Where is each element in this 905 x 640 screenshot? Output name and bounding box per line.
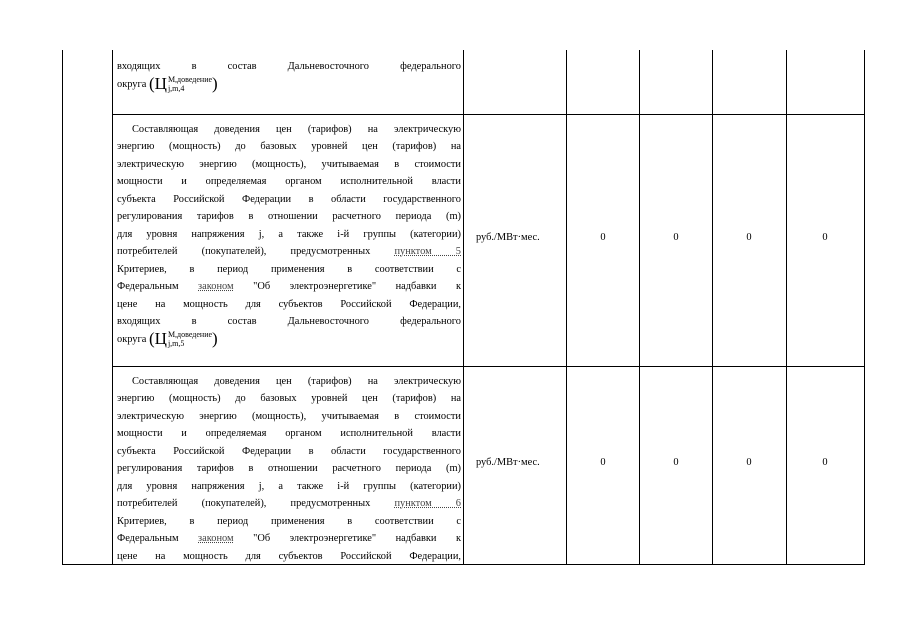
row-2-value-2: 0: [673, 232, 679, 243]
row-3-description: [117, 373, 461, 565]
column-divider: [786, 50, 787, 564]
row-2-okrug-line: [117, 330, 461, 348]
column-divider: [112, 50, 113, 564]
row-2-line-2: энергию (мощность) до базовых уровней цен (тарифов) на: [117, 141, 461, 153]
row-3-line-8: [117, 495, 461, 512]
row-2-line-11: цене на мощность для субъектов Российской Федерации,: [117, 298, 461, 310]
row-2-value-3: 0: [746, 232, 752, 243]
row-2-line-12: входящих в состав Дальневосточного федерального: [117, 315, 461, 327]
formula-superscript: М,доведение: [167, 75, 213, 85]
formula-subscript: j,m,4: [167, 84, 185, 94]
row-3-line-3: электрическую энергию (мощность), учитываемая в стоимости: [117, 410, 461, 422]
row-2-line-4: мощности и определяемая органом исполнительной власти: [117, 176, 461, 188]
formula-subscript: j,m,5: [167, 339, 185, 349]
row-2-line-8: [117, 243, 461, 260]
row-1-description: [117, 58, 461, 94]
row-2-line-5: субъекта Российской Федерации в области государственного: [117, 193, 461, 205]
okrug-label: округа: [117, 79, 147, 91]
row-2-line-9: Критериев, в период применения в соответствии с: [117, 263, 461, 275]
row-2-description: [117, 121, 461, 349]
row-1-line-1: входящих в состав Дальневосточного федерального: [117, 61, 461, 72]
row-2-line-3: электрическую энергию (мощность), учитываемая в стоимости: [117, 158, 461, 170]
row-3-unit: руб./МВт·мес.: [476, 457, 540, 468]
column-divider: [566, 50, 567, 564]
line-text: Федеральным: [117, 533, 179, 545]
row-3-line-7: для уровня напряжения j, а также i-й группы (категории): [117, 480, 461, 492]
punkt-5-link[interactable]: пунктом 5: [394, 246, 461, 258]
row-1-okrug-line: [117, 75, 461, 93]
row-3-value-4: 0: [822, 457, 828, 468]
column-divider: [639, 50, 640, 564]
line-text: Федеральным: [117, 281, 179, 293]
formula-superscript: М,доведение: [167, 330, 213, 340]
row-2-unit: руб./МВт·мес.: [476, 232, 540, 243]
row-2-value-1: 0: [600, 232, 606, 243]
zakon-link[interactable]: законом: [198, 281, 234, 293]
row-3-value-3: 0: [746, 457, 752, 468]
okrug-label: округа: [117, 334, 147, 346]
row-3-value-2: 0: [673, 457, 679, 468]
row-2-value-4: 0: [822, 232, 828, 243]
table-border-right: [864, 50, 865, 564]
row-divider: [112, 366, 865, 367]
line-text: "Об электроэнергетике" надбавки к: [253, 281, 461, 293]
formula-base: Ц: [154, 74, 167, 94]
row-divider: [112, 114, 865, 115]
column-divider: [463, 50, 464, 564]
punkt-6-link[interactable]: пунктом 6: [394, 498, 461, 510]
line-text: потребителей (покупателей), предусмотренных: [117, 246, 371, 258]
formula-base: Ц: [154, 329, 167, 349]
zakon-link[interactable]: законом: [198, 533, 234, 545]
row-2-line-10: [117, 278, 461, 295]
tariff-formula: (Ц М,доведение j,m,4 ): [148, 74, 218, 94]
row-3-line-4: мощности и определяемая органом исполнительной власти: [117, 428, 461, 440]
row-3-line-11: цене на мощность для субъектов Российской Федерации,: [117, 550, 461, 562]
row-2-line-6: регулирования тарифов в отношении расчетного периода (m): [117, 211, 461, 223]
row-3-line-6: регулирования тарифов в отношении расчетного периода (m): [117, 463, 461, 475]
row-3-line-10: [117, 530, 461, 547]
line-text: потребителей (покупателей), предусмотренных: [117, 498, 371, 510]
table-border-left: [62, 50, 63, 564]
row-3-line-1: Составляющая доведения цен (тарифов) на электрическую: [132, 376, 461, 387]
row-2-line-7: для уровня напряжения j, а также i-й группы (категории): [117, 228, 461, 240]
row-3-value-1: 0: [600, 457, 606, 468]
row-3-line-9: Критериев, в период применения в соответствии с: [117, 515, 461, 527]
row-2-line-1: Составляющая доведения цен (тарифов) на электрическую: [132, 124, 461, 135]
line-text: "Об электроэнергетике" надбавки к: [253, 533, 461, 545]
row-3-line-5: субъекта Российской Федерации в области государственного: [117, 445, 461, 457]
column-divider: [712, 50, 713, 564]
tariff-formula: (Ц М,доведение j,m,5 ): [148, 329, 218, 349]
row-3-line-2: энергию (мощность) до базовых уровней цен (тарифов) на: [117, 393, 461, 405]
